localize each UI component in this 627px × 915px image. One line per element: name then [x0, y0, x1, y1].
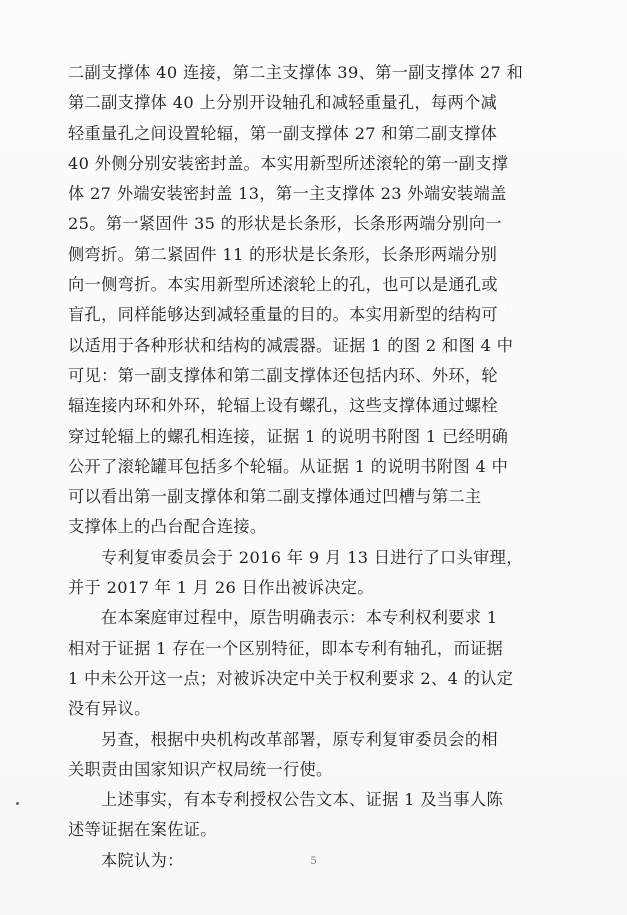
text-line: 轻重量孔之间设置轮辐，第一副支撑体 27 和第二副支撑体 — [68, 123, 498, 143]
text-line: 辐连接内环和外环，轮辐上设有螺孔，这些支撑体通过螺栓 — [68, 396, 498, 416]
paragraph-start-line: 另查，根据中央机构改革部署，原专利复审委员会的相 — [101, 729, 498, 749]
text-line: 关职责由国家知识产权局统一行使。 — [68, 759, 333, 779]
text-line: 支撑体上的凸台配合连接。 — [68, 517, 267, 537]
text-line: 可以看出第一副支撑体和第二副支撑体通过凹槽与第二主 — [68, 487, 482, 507]
paragraph-start-line: 上述事实，有本专利授权公告文本、证据 1 及当事人陈 — [101, 790, 504, 810]
text-line: 体 27 外端安装密封盖 13，第一主支撑体 23 外端安装端盖 — [68, 184, 507, 204]
text-line: 并于 2017 年 1 月 26 日作出被诉决定。 — [68, 578, 374, 598]
page-number: 5 — [310, 856, 317, 867]
scan-speck — [16, 802, 19, 805]
paragraph-start-line: 专利复审委员会于 2016 年 9 月 13 日进行了口头审理， — [101, 547, 523, 567]
text-line: 以适用于各种形状和结构的减震器。证据 1 的图 2 和图 4 中 — [68, 335, 514, 355]
text-line: 可见：第一副支撑体和第二副支撑体还包括内环、外环，轮 — [68, 365, 498, 385]
text-line: 25。第一紧固件 35 的形状是长条形，长条形两端分别向一 — [68, 214, 502, 234]
paragraph-start-line: 本院认为： — [101, 850, 184, 870]
text-line: 二副支撑体 40 连接，第二主支撑体 39、第一副支撑体 27 和 — [68, 63, 524, 82]
body-text — [68, 58, 558, 876]
text-line: 1 中未公开这一点；对被诉决定中关于权利要求 2、4 的认定 — [68, 668, 514, 688]
paragraph-start-line: 在本案庭审过程中，原告明确表示：本专利权利要求 1 — [101, 608, 498, 628]
text-line: 盲孔，同样能够达到减轻重量的目的。本实用新型的结构可 — [68, 305, 498, 325]
text-line: 相对于证据 1 存在一个区别特征，即本专利有轴孔，而证据 — [68, 638, 504, 658]
text-line: 40 外侧分别安装密封盖。本实用新型所述滚轮的第一副支撑 — [68, 153, 509, 173]
text-line: 穿过轮辐上的螺孔相连接，证据 1 的说明书附图 1 已经明确 — [68, 426, 509, 446]
text-line: 公开了滚轮罐耳包括多个轮辐。从证据 1 的说明书附图 4 中 — [68, 456, 509, 476]
text-line: 侧弯折。第二紧固件 11 的形状是长条形，长条形两端分别 — [68, 244, 498, 264]
text-line: 述等证据在案佐证。 — [68, 820, 217, 840]
text-line: 没有异议。 — [68, 699, 151, 719]
text-line: 向一侧弯折。本实用新型所述滚轮上的孔，也可以是通孔或 — [68, 275, 498, 295]
text-line: 第二副支撑体 40 上分别开设轴孔和减轻重量孔，每两个减 — [68, 93, 498, 113]
